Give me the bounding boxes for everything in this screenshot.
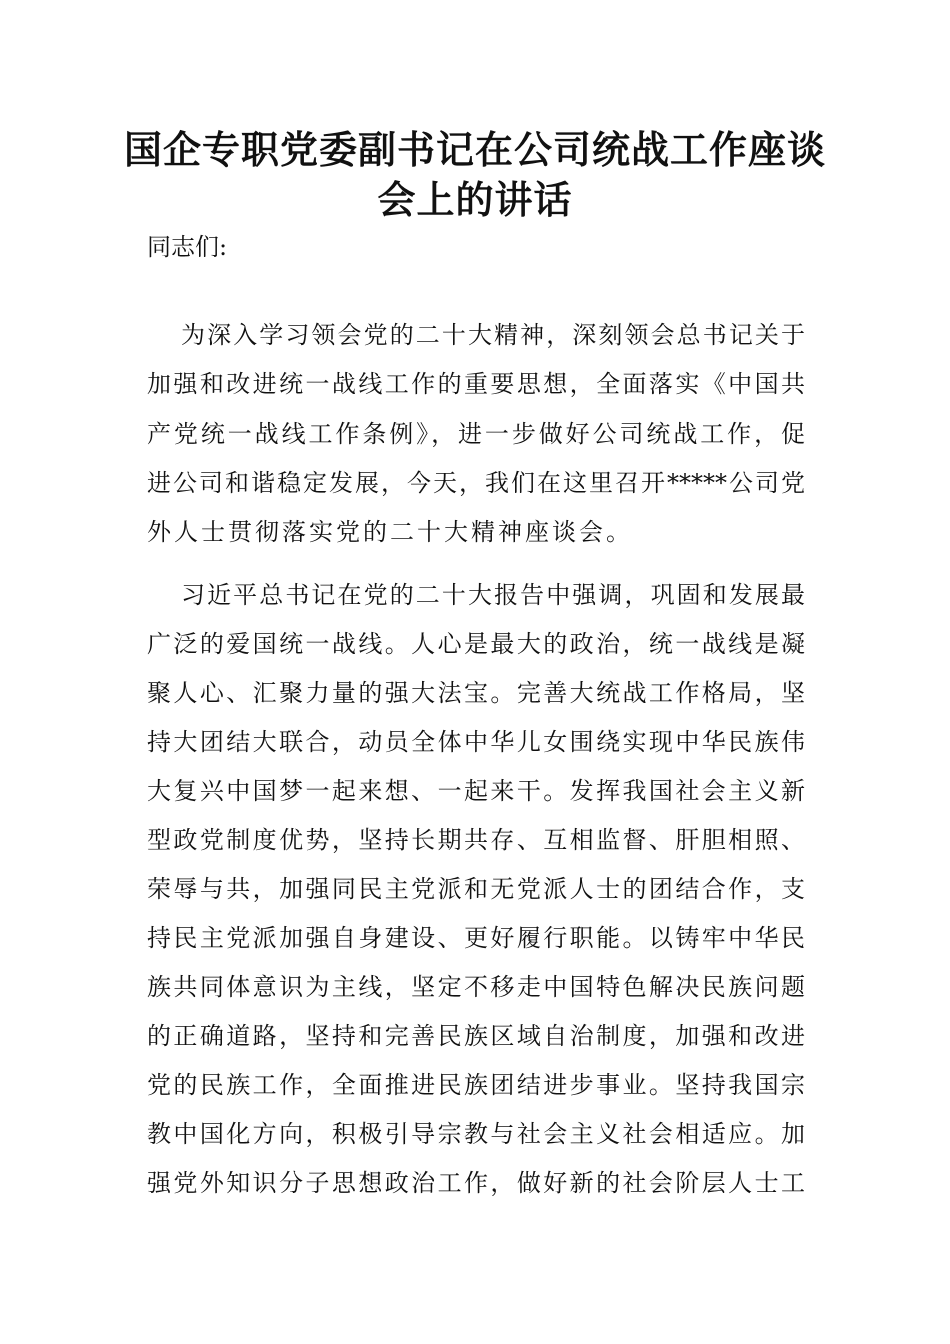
salutation: 同志们:	[147, 233, 228, 261]
paragraph-line: 的正确道路，坚持和完善民族区域自治制度，加强和改进	[147, 1022, 805, 1050]
paragraph-line: 持大团结大联合，动员全体中华儿女围绕实现中华民族伟	[147, 728, 805, 756]
paragraph-line: 习近平总书记在党的二十大报告中强调，巩固和发展最	[181, 581, 805, 609]
paragraph-line: 族共同体意识为主线，坚定不移走中国特色解决民族问题	[147, 973, 805, 1001]
paragraph-line: 产党统一战线工作条例》，进一步做好公司统战工作，促	[147, 420, 805, 448]
paragraph-line: 荣辱与共，加强同民主党派和无党派人士的团结合作，支	[147, 875, 805, 903]
paragraph-line: 持民主党派加强自身建设、更好履行职能。以铸牢中华民	[147, 924, 805, 952]
paragraph-line: 为深入学习领会党的二十大精神，深刻领会总书记关于	[181, 321, 805, 349]
paragraph-line: 进公司和谐稳定发展，今天，我们在这里召开*****公司党	[147, 469, 805, 497]
paragraph-line: 广泛的爱国统一战线。人心是最大的政治，统一战线是凝	[147, 630, 805, 658]
paragraph-line: 强党外知识分子思想政治工作，做好新的社会阶层人士工	[147, 1169, 805, 1197]
paragraph-line: 聚人心、汇聚力量的强大法宝。完善大统战工作格局，坚	[147, 679, 805, 707]
paragraph-line: 教中国化方向，积极引导宗教与社会主义社会相适应。加	[147, 1120, 805, 1148]
document-title-line-1: 国企专职党委副书记在公司统战工作座谈	[123, 127, 826, 172]
document-title-line-2: 会上的讲话	[377, 177, 573, 222]
paragraph-line: 型政党制度优势，坚持长期共存、互相监督、肝胆相照、	[147, 826, 805, 854]
paragraph-line: 党的民族工作，全面推进民族团结进步事业。坚持我国宗	[147, 1071, 805, 1099]
paragraph-line: 外人士贯彻落实党的二十大精神座谈会。	[147, 518, 633, 546]
paragraph-line: 大复兴中国梦一起来想、一起来干。发挥我国社会主义新	[147, 777, 805, 805]
paragraph-line: 加强和改进统一战线工作的重要思想，全面落实《中国共	[147, 370, 805, 398]
